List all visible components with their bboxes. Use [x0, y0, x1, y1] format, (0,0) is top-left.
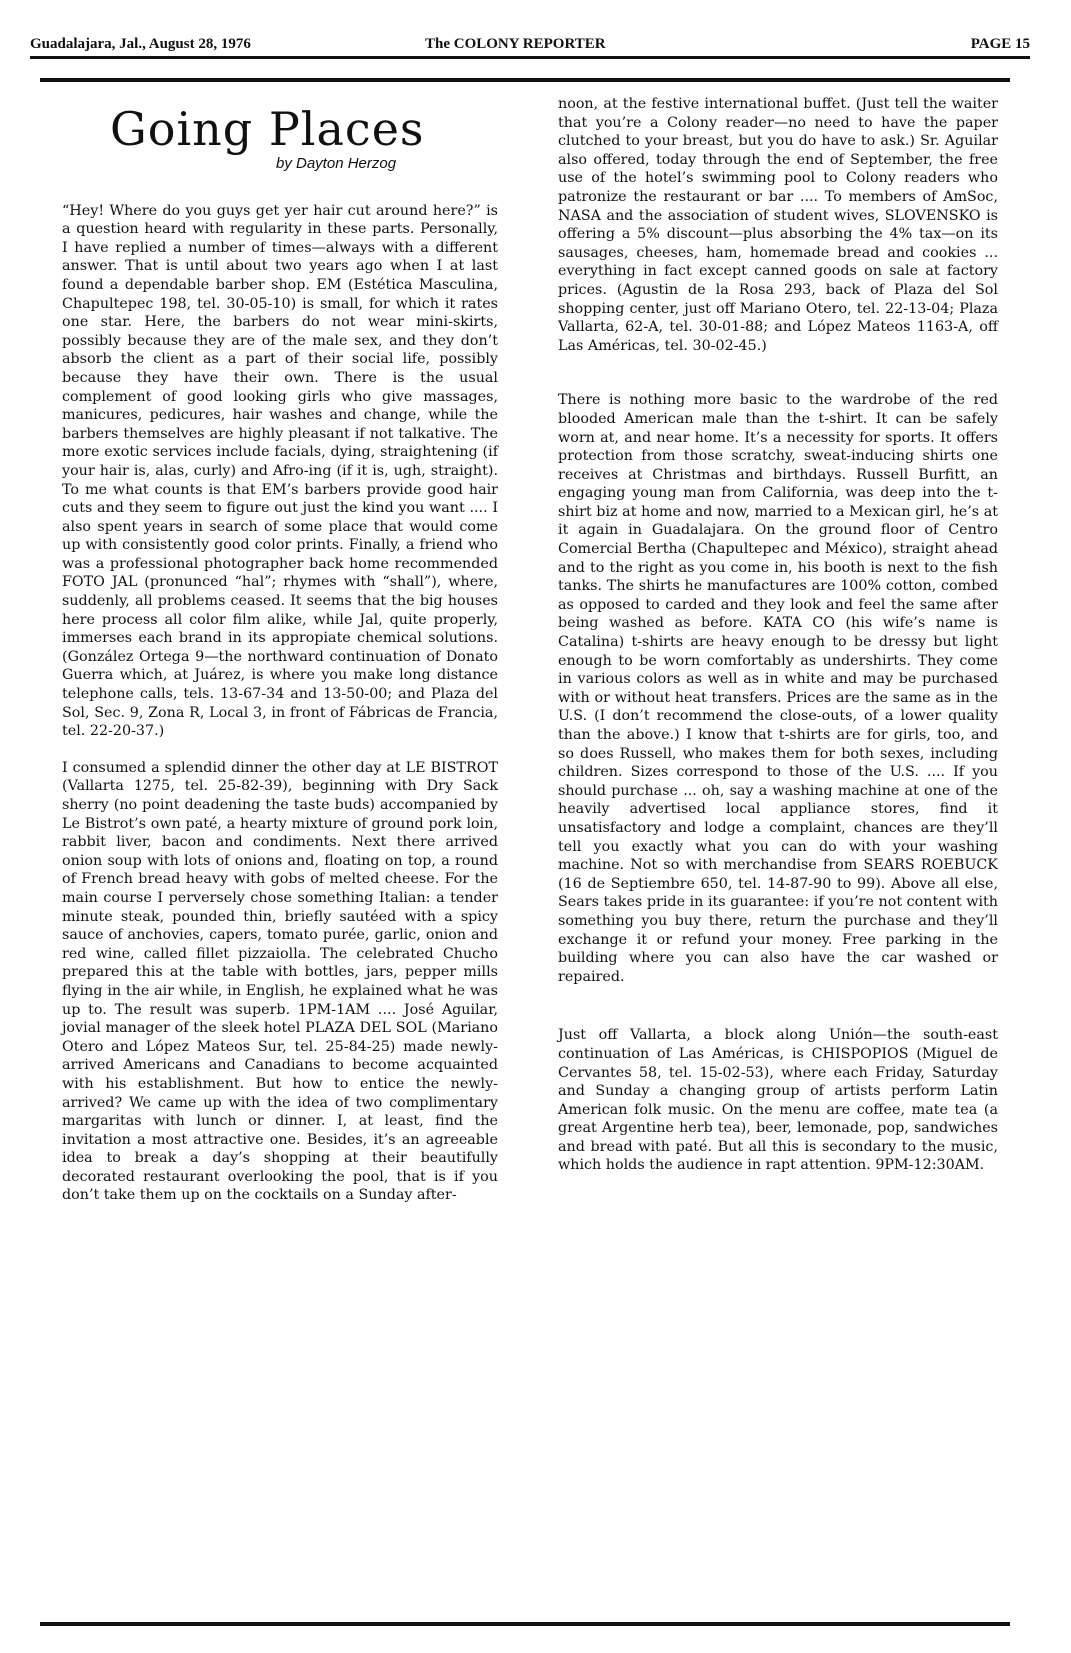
byline: by Dayton Herzog — [276, 155, 397, 172]
header-rule — [30, 56, 1030, 59]
article-paragraph: Just off Vallarta, a block along Unión—the south-east continuation of Las Américas, is CHISPOPIOS (Miguel de Cervantes 58, tel. 15-02-53), where each Friday, Saturday and Sunday a changing group of artists perform Latin American folk music. On the menu are coffee, mate tea (a great Argentine herb tea), beer, lemonade, pop, sandwiches and bread with paté. But all this is secondary to the music, which holds the audience in rapt attention. 9PM-12:30AM. — [558, 1027, 998, 1174]
dateline: Guadalajara, Jal., August 28, 1976 — [30, 36, 251, 52]
right-column — [558, 95, 998, 1193]
article-paragraph: There is nothing more basic to the wardrobe of the red blooded American male than the t-shirt. It can be safely worn at, and near home. It’s a necessity for sports. It offers protection from those scratchy, sweat-inducing shirts one receives at Christmas and birthdays. Russell Burfitt, an engaging young man from California, was deep into the t-shirt biz at home and now, married to a Mexican girl, he’s at it again in Guadalajara. On the ground floor of Centro Comercial Bertha (Chapultepec and México), straight ahead and to the right as you come in, his booth is next to the fish tanks. The shirts he manufactures are 100% cotton, combed as opposed to carded and they look and feel the same after being washed as before. KATA CO (his wife’s name is Catalina) t-shirts are heavy enough to be dressy but light enough to be worn comfortably as undershirts. They come in various colors as well as in white and may be purchased with or without heat transfers. Prices are the same as in the U.S. (I don’t recommend the close-outs, of a lower quality than the above.) I know that t-shirts are for girls, too, and so does Russell, who makes them for both sexes, including children. Sizes correspond to those of the U.S. .... If you should purchase ... oh, say a washing machine at one of the heavily advertised local appliance stores, find it unsatisfactory and lodge a complaint, chances are they’ll tell you exactly what you can do with your washing machine. Not so with merchandise from SEARS ROEBUCK (16 de Septiembre 650, tel. 14-87-90 to 99). Above all else, Sears takes pride in its guarantee: if you’re not content with something you buy there, return the purchase and they’ll exchange it or refund your money. Free parking in the building where you can also have the car washed or repaired. — [558, 392, 998, 985]
left-column — [62, 95, 498, 1223]
article-paragraph: noon, at the festive international buffet. (Just tell the waiter that you’re a Colony reader—no need to have the paper clutched to your breast, but you do have to ask.) Sr. Aguilar also offered, today through the end of September, the free use of the hotel’s swimming pool to Colony readers who patronize the restaurant or bar .... To members of AmSoc, NASA and the association of student wives, SLOVENSKO is offering a 5% discount—plus absorbing the 4% tax—on its sausages, cheeses, ham, homemade bread and cookies ... everything in fact except canned goods on sale at factory prices. (Agustin de la Rosa 293, back of Plaza del Sol shopping center, just off Mariano Otero, tel. 22-13-04; Plaza Vallarta, 62-A, tel. 30-01-88; and López Mateos 1163-A, off Las Américas, tel. 30-02-45.) — [558, 96, 998, 354]
newspaper-name: The COLONY REPORTER — [425, 36, 606, 52]
page-number: PAGE 15 — [970, 36, 1030, 52]
article-paragraph: “Hey! Where do you guys get yer hair cut around here?” is a question heard with regularity in these parts. Personally, I have replied a number of times—always with a different answer. That is until about two years ago when I at last found a dependable barber shop. EM (Estética Masculina, Chapultepec 198, tel. 30-05-10) is small, for which it rates one star. Here, the barbers do not wear mini-skirts, possibly because they are of the male sex, and they don’t absorb the client as a part of their social life, possibly because they have their own. There is the usual complement of good looking girls who give massages, manicures, pedicures, hair washes and change, while the barbers themselves are highly pleasant if not talkative. The more exotic services include facials, dying, straightening (if your hair is, alas, curly) and Afro-ing (if it is, ugh, straight). To me what counts is that EM’s barbers provide good hair cuts and they seem to figure out just the kind you want .... I also spent years in search of some place that would come up with consistently good color prints. Finally, a friend who was a professional photographer back home recommended FOTO JAL (pronunced “hal”; rhymes with “shall”), where, suddenly, all problems ceased. It seems that the big houses here process all color film alike, while Jal, quite properly, immerses each brand in its appropiate chemical solutions. (González Ortega 9—the northward continuation of Donato Guerra which, at Juárez, is where you make long distance telephone calls, tels. 13-67-34 and 13-50-00; and Plaza del Sol, Sec. 9, Zona R, Local 3, in front of Fábricas de Francia, tel. 22-20-37.) — [62, 202, 498, 740]
page-header — [30, 30, 1030, 58]
column-title: Going Places — [110, 102, 425, 156]
article-paragraph: I consumed a splendid dinner the other day at LE BISTROT (Vallarta 1275, tel. 25-82-39), beginning with Dry Sack sherry (no point deadening the taste buds) accompanied by Le Bistrot’s own paté, a hearty mixture of ground pork loin, rabbit liver, bacon and condiments. Next there arrived onion soup with lots of onions and, floating on top, a round of French bread heavy with gobs of melted cheese. For the main course I perversely chose something Italian: a tender minute steak, pounded thin, briefly sautéed with a spicy sauce of anchovies, capers, tomato purée, garlic, onion and red wine, called fillet pizzaiolla. The celebrated Chucho prepared this at the table with bottles, jars, pepper mills flying in the air while, in English, he explained what he was up to. The result was superb. 1PM-1AM .... José Aguilar, jovial manager of the sleek hotel PLAZA DEL SOL (Mariano Otero and López Mateos Sur, tel. 25-84-25) made newly-arrived Americans and Canadians to become acquainted with his establishment. But how to entice the newly-arrived? We came up with the idea of two complimentary margaritas with lunch or dinner. I, at least, find the invitation a most attractive one. Besides, it’s an agreeable idea to break a day’s shopping at their beautifully decorated restaurant overlooking the pool, that is if you don’t take them up on the cocktails on a Sunday after- — [62, 759, 498, 1204]
